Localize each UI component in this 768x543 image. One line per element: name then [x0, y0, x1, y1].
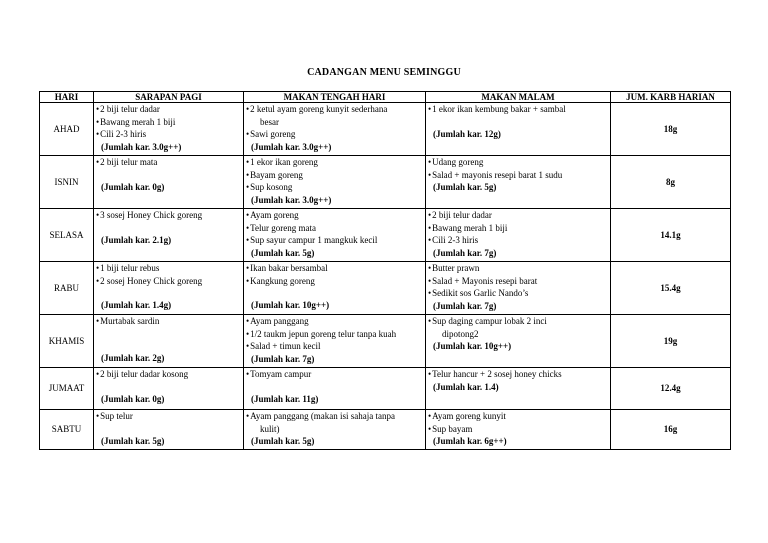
lunch-cell: [244, 262, 426, 315]
menu-item: • 3 sosej Honey Chick goreng: [96, 209, 241, 222]
breakfast-cell: [94, 103, 244, 156]
dinner-cell: [426, 315, 611, 368]
lunch-cell: [244, 103, 426, 156]
menu-item: • Ikan bakar bersambal: [246, 262, 423, 275]
menu-item-continuation: besar: [260, 116, 279, 127]
menu-item: • 2 sosej Honey Chick goreng: [96, 275, 241, 288]
day-cell: SELASA: [40, 209, 94, 262]
menu-item: • Salad + mayonis resepi barat 1 sudu: [428, 169, 608, 182]
menu-item: • Kangkung goreng: [246, 275, 423, 288]
table-row: [40, 410, 731, 450]
breakfast-cell: [94, 315, 244, 368]
day-cell: ISNIN: [40, 156, 94, 209]
menu-item: • Cili 2-3 hiris: [428, 234, 608, 247]
menu-item: • Salad + Mayonis resepi barat: [428, 275, 608, 288]
breakfast-cell: [94, 156, 244, 209]
breakfast-cell: [94, 209, 244, 262]
header-carb: JUM. KARB HARIAN: [611, 92, 731, 103]
menu-item: • Sedikit sos Garlic Nando’s: [428, 287, 608, 300]
carb-total: (Jumlah kar. 10g++): [433, 341, 512, 351]
carb-total: (Jumlah kar. 6g++): [433, 436, 507, 446]
day-cell: AHAD: [40, 103, 94, 156]
carb-total: (Jumlah kar. 2g): [101, 352, 165, 363]
carb-total: (Jumlah kar. 10g++): [251, 300, 330, 310]
menu-item: • Sup sayur campur 1 mangkuk kecil: [246, 234, 423, 247]
carb-total: (Jumlah kar. 1.4): [433, 381, 499, 392]
header-day: HARI: [40, 92, 94, 103]
carb-total: (Jumlah kar. 1.4g): [101, 300, 172, 310]
dinner-cell: [426, 156, 611, 209]
dinner-cell: [426, 209, 611, 262]
header-row: [40, 92, 731, 103]
menu-item: • 1/2 taukm jepun goreng telur tanpa kuah: [246, 328, 423, 341]
breakfast-cell: [94, 410, 244, 450]
daily-carb-cell: 18g: [611, 103, 731, 156]
carb-total: (Jumlah kar. 12g): [433, 128, 501, 139]
menu-item: • Cili 2-3 hiris: [96, 128, 241, 141]
dinner-cell: [426, 103, 611, 156]
dinner-cell: [426, 410, 611, 450]
daily-carb-cell: 16g: [611, 410, 731, 450]
table-row: [40, 103, 731, 156]
menu-item: • Ayam panggang (makan isi sahaja tanpa: [246, 410, 423, 423]
carb-total: (Jumlah kar. 3.0g++): [101, 141, 182, 152]
lunch-cell: [244, 209, 426, 262]
dinner-cell: [426, 368, 611, 410]
table-row: [40, 315, 731, 368]
carb-total: (Jumlah kar. 7g): [433, 300, 497, 311]
breakfast-cell: [94, 368, 244, 410]
menu-item: • Bawang merah 1 biji: [428, 222, 608, 235]
carb-total: (Jumlah kar. 0g): [101, 393, 165, 404]
table-row: [40, 368, 731, 410]
menu-item: • Ayam panggang: [246, 315, 423, 328]
carb-total: (Jumlah kar. 3.0g++): [251, 194, 332, 205]
menu-item: • Sup kosong: [246, 181, 423, 194]
menu-item: • 1 ekor ikan goreng: [246, 156, 423, 169]
menu-item: • 1 biji telur rebus: [96, 262, 241, 275]
day-cell: KHAMIS: [40, 315, 94, 368]
menu-item: • Sup telur: [96, 410, 241, 423]
menu-item: • Bawang merah 1 biji: [96, 116, 241, 129]
menu-item: • 2 biji telur dadar kosong: [96, 368, 241, 381]
menu-item: • Butter prawn: [428, 262, 608, 275]
carb-total: (Jumlah kar. 11g): [251, 393, 319, 404]
menu-item: • 2 biji telur mata: [96, 156, 241, 169]
menu-item-continuation: kulit): [260, 423, 280, 434]
menu-item: • Bayam goreng: [246, 169, 423, 182]
day-cell: JUMAAT: [40, 368, 94, 410]
header-lunch: MAKAN TENGAH HARI: [244, 92, 426, 103]
table-row: [40, 156, 731, 209]
menu-item: • Sawi goreng: [246, 128, 423, 141]
menu-item: • 2 biji telur dadar: [428, 209, 608, 222]
day-cell: SABTU: [40, 410, 94, 450]
carb-total: (Jumlah kar. 5g): [251, 436, 315, 446]
lunch-cell: [244, 156, 426, 209]
daily-carb-cell: 15.4g: [611, 262, 731, 315]
page-title: CADANGAN MENU SEMINGGU: [307, 67, 461, 78]
dinner-cell: [426, 262, 611, 315]
daily-carb-cell: 19g: [611, 315, 731, 368]
menu-item: • Telur hancur + 2 sosej honey chicks: [428, 368, 608, 381]
carb-total: (Jumlah kar. 5g): [251, 247, 315, 258]
header-dinner: MAKAN MALAM: [426, 92, 611, 103]
menu-item: • Ayam goreng kunyit: [428, 410, 608, 423]
weekly-menu-table: [39, 91, 731, 450]
menu-item: • Sup bayam: [428, 423, 608, 436]
breakfast-cell: [94, 262, 244, 315]
daily-carb-cell: 8g: [611, 156, 731, 209]
daily-carb-cell: 14.1g: [611, 209, 731, 262]
daily-carb-cell: 12.4g: [611, 368, 731, 410]
menu-item: • Murtabak sardin: [96, 315, 241, 328]
day-cell: RABU: [40, 262, 94, 315]
menu-item: • Telur goreng mata: [246, 222, 423, 235]
menu-item: • Ayam goreng: [246, 209, 423, 222]
carb-total: (Jumlah kar. 5g): [101, 435, 165, 446]
menu-item: • 2 ketul ayam goreng kunyit sederhana: [246, 103, 423, 116]
lunch-cell: [244, 368, 426, 410]
carb-total: (Jumlah kar. 7g): [251, 353, 315, 364]
menu-item-continuation: dipotong2: [442, 328, 479, 339]
lunch-cell: [244, 410, 426, 450]
lunch-cell: [244, 315, 426, 368]
carb-total: (Jumlah kar. 7g): [433, 247, 497, 258]
menu-item: • Udang goreng: [428, 156, 608, 169]
table-row: [40, 209, 731, 262]
menu-item: • Salad + timun kecil: [246, 340, 423, 353]
carb-total: (Jumlah kar. 3.0g++): [251, 141, 332, 152]
header-breakfast: SARAPAN PAGI: [94, 92, 244, 103]
menu-item: • 1 ekor ikan kembung bakar + sambal: [428, 103, 608, 116]
menu-item: • Tomyam campur: [246, 368, 423, 381]
menu-item: • 2 biji telur dadar: [96, 103, 241, 116]
carb-total: (Jumlah kar. 0g): [101, 181, 165, 192]
menu-item: • Sup daging campur lobak 2 inci: [428, 315, 608, 328]
table-row: [40, 262, 731, 315]
carb-total: (Jumlah kar. 2.1g): [101, 234, 172, 245]
carb-total: (Jumlah kar. 5g): [433, 182, 497, 192]
